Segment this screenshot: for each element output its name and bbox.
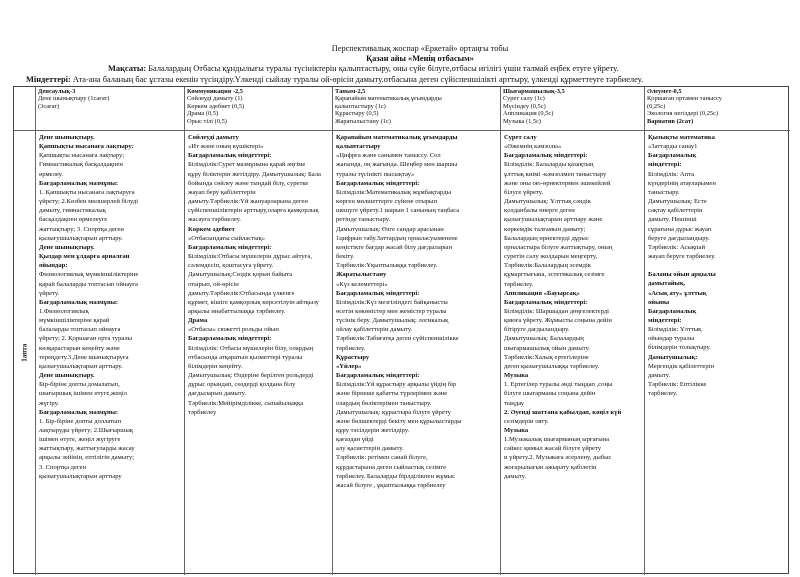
cell-line: балаларды топтасып ойнауға bbox=[39, 326, 121, 334]
cell-line: Дамытушылық: Өздеріне берілген рольдерді bbox=[188, 372, 314, 380]
cell-line: Тәрбиелік: Ептілікке bbox=[648, 381, 707, 389]
header-subject: Шығармашылық-3,5 bbox=[503, 88, 565, 95]
cell-line: туралы түсінікті пысықтау» bbox=[336, 170, 415, 178]
cell-line: бойында сөйлеу және тыңдай білу, суретке bbox=[188, 179, 309, 187]
cell-line: 1. Бір-біріне допты доллатып bbox=[39, 417, 122, 425]
header-line: Қарапайым математикалық ұғымдарды bbox=[335, 95, 442, 103]
cell-line: Драма bbox=[188, 317, 208, 325]
cell-line: ішімен өтуге, жеңіл жүгіруге bbox=[39, 436, 121, 444]
header-line: (3сағат) bbox=[38, 102, 60, 110]
header-line: Жаратылыстану (1с) bbox=[335, 117, 391, 125]
header-line: Сөйлеуді дамыту (1) bbox=[187, 95, 243, 103]
cell-line: құрмет, кішіге қамқорлық көрсетілуін айтқызу bbox=[188, 298, 319, 306]
cell-line: жауап беру қабілеттерін bbox=[188, 188, 256, 196]
header-line: Аппликация (0,5с) bbox=[503, 110, 554, 118]
cell-line: сұрағына дұрыс жауап bbox=[648, 225, 712, 233]
tasks-line bbox=[26, 75, 643, 84]
header-subject: Коммуникация -2,5 bbox=[187, 88, 243, 95]
cell-line: «Әжемнің кәмзолы» bbox=[504, 143, 562, 151]
cell-line: Бағдарламалық мазмұны: bbox=[39, 179, 119, 187]
aim-text: Балалардың Отбасы құндылығы туралы түсініктерін қалыптастыру, оны сүйе білуге,отбасы игілігі үшін талмай еңбек етуге үйрету. bbox=[146, 64, 619, 73]
cell-line: күндерінің атауларымен bbox=[648, 179, 716, 187]
cell-line: сезімдерін ояту. bbox=[504, 417, 549, 425]
cell-line: жасай білуге , ұқыптылыққа тәрбиелеу bbox=[336, 481, 446, 489]
cell-line: Дамытушылық: Есте bbox=[648, 198, 707, 206]
cell-line: «Үйлер» bbox=[336, 362, 362, 370]
cell-line: беруге дағдыландыру. bbox=[648, 234, 710, 242]
header-cell-health bbox=[36, 87, 185, 131]
cell-line: Сурет салу bbox=[504, 134, 537, 141]
cell-line: және бірнеше қабатты түрлерімен және bbox=[336, 390, 448, 398]
cell-line: арқылы зейінін, ептілігін дамыту; bbox=[39, 454, 135, 462]
header-line: Сурет салу (1с) bbox=[503, 95, 545, 103]
cell-line: Білімділік:Сурет мазмұнына қарай әңгіме bbox=[188, 161, 306, 169]
cell-line bbox=[648, 261, 787, 270]
cell-line: «Отбасындағы сыйластық» bbox=[188, 234, 266, 242]
cell-line: Білімділік:Математикалық жұмбақтарды bbox=[336, 188, 452, 196]
cell-line: көрген мөлшеттерге сүйене отырып bbox=[336, 198, 438, 206]
cell-line: Білімділік:Отбасы мүшелерін дұрыс айтуға, bbox=[188, 253, 312, 261]
cell-line: қарай балаларды топтасып ойнауға bbox=[39, 280, 138, 288]
header-line: Дене шынықтыру (1сағат) bbox=[38, 95, 110, 103]
cell-line: Құрастыру bbox=[336, 353, 370, 361]
cell-line: «Ит және оның күшіктері» bbox=[188, 143, 264, 151]
cell-line: Тәрбиелік:Балалардың эсемдік bbox=[504, 262, 591, 270]
cell-line: қызығушылықтарын арттыру bbox=[39, 472, 122, 480]
header-line: Вариатив (2сат) bbox=[647, 117, 694, 125]
cell-line: Дамытушылық: Өзге сандар арасынан bbox=[336, 225, 444, 233]
cell-line: Тәрбиелік:Халық ертегілеріне bbox=[504, 353, 589, 361]
cell-line: Бағдарламалық мазмұны: bbox=[39, 298, 119, 306]
cell-line: Білімділік: Апта bbox=[648, 170, 695, 178]
cell-line: тәрбиелеу. Балаларды бірлділікпен жұмыс bbox=[336, 472, 456, 480]
cell-line: қағаздан үйді bbox=[336, 436, 374, 444]
cell-line: таныстыру. bbox=[648, 188, 680, 196]
cell-line: суретін салу жолдарын меңгерту, bbox=[504, 253, 598, 261]
cell-line: өсетін көкөністер мен жемістер туралы bbox=[336, 307, 447, 315]
cell-line: Бағдарламалық bbox=[648, 307, 697, 315]
cell-line: Бағдарламалық міндеттері: bbox=[336, 289, 420, 297]
cell-line: алу қасиеттерін дамыту. bbox=[336, 445, 404, 453]
cell-line: Бағдарламалық міндеттері: bbox=[188, 335, 272, 343]
cell-line: тыңдау bbox=[504, 399, 525, 407]
body-cell bbox=[501, 131, 645, 575]
cell-line: өрмелеу. bbox=[39, 170, 63, 178]
cell-line: білімдерін кеңейту. bbox=[188, 362, 243, 370]
cell-line: қалыптастыру bbox=[336, 143, 381, 151]
cell-line: жүгіру. bbox=[39, 399, 59, 407]
cell-line: ретінде таныстыру. bbox=[336, 216, 390, 224]
cell-line: қиюға үйрету. Жұмысты соңына дейін bbox=[504, 317, 612, 325]
cell-line: Физиологиялық мүмкіншіліктеріне bbox=[39, 271, 139, 279]
header-subject: Таным-2,5 bbox=[335, 88, 366, 95]
cell-line: басқалдақпен өрмелеуге bbox=[39, 216, 108, 224]
cell-line: дамыту. bbox=[504, 472, 526, 480]
header-line: (0,25с) bbox=[647, 102, 666, 110]
cell-line: тәрбиелеу. bbox=[504, 280, 534, 288]
header-corner bbox=[14, 87, 36, 131]
body-cell bbox=[645, 131, 790, 575]
cell-line: 1.Музыкалық шығарманың ырғағына bbox=[504, 436, 610, 444]
cell-line: Баланы ойын арқылы bbox=[648, 271, 716, 279]
cell-line: Тәрбиелік: Асықпай bbox=[648, 243, 706, 251]
cell-line: «Цифрға және санымен таныссу. Сол bbox=[336, 152, 441, 160]
cell-line: бекіту. bbox=[336, 253, 355, 261]
cell-line: Дамытушылық: Балалардың bbox=[504, 335, 584, 343]
cell-line: құмаргтығына, эстетикалық сезімге bbox=[504, 271, 605, 279]
cell-line: бітіруге дағдыландыру. bbox=[504, 326, 570, 334]
cell-line: қызығушылықтарын арттыру және bbox=[504, 216, 603, 224]
cell-line: Қыздар мен ұлдарға арналған bbox=[39, 253, 130, 261]
cell-line: дамыту, гимнастикалық bbox=[39, 207, 106, 215]
cell-line: деген қызығушылыққа тәрбиелеу. bbox=[504, 362, 600, 370]
cell-line: ойыны bbox=[648, 298, 670, 306]
cell-line: Дене шынықтыру. bbox=[39, 243, 95, 251]
cell-line: дамытайық. bbox=[648, 280, 686, 288]
cell-line: көркемдік талғамын дамыту; bbox=[504, 225, 586, 233]
cell-line: сақтау қабілеттерін bbox=[648, 207, 703, 215]
cell-line: құрдастарына деген сыйластық сезімге bbox=[336, 463, 447, 471]
cell-line: дағдыларын дамыту. bbox=[188, 390, 246, 398]
header-cell-social bbox=[645, 87, 790, 131]
cell-line: Бағдарламалық міндеттері: bbox=[504, 152, 588, 160]
cell-line: Тәрбиелік:Мейірімділікке, сыпайылыққа bbox=[188, 399, 304, 407]
cell-line: қолданбалы өнерге деген bbox=[504, 207, 575, 215]
cell-line: шешуге үйрету.1 шарын 1 санының таңбаса bbox=[336, 207, 460, 215]
cell-line: дамыту.Тәрбиелік:Отбасында үлкенге bbox=[188, 289, 295, 297]
cell-line: Қапшықты нысанаға лақтыру; bbox=[39, 152, 125, 160]
cell-line: және бөлшектерді бекіту мен құрылыстарды bbox=[336, 417, 462, 425]
cell-line: үйрету; 2.Көзбен мөлшерлей білуді bbox=[39, 198, 139, 206]
header-line: Драма (0,5) bbox=[187, 110, 219, 118]
cell-line: «Отбасы» сюжетті рольды ойын bbox=[188, 326, 279, 334]
cell-line: Қарапайым математикалық ұғымдарды bbox=[336, 134, 458, 141]
cell-line: шығыршық ішімен өтуге,жеңіл bbox=[39, 390, 127, 398]
cell-line: Музыка bbox=[504, 372, 529, 380]
aim-label: Мақсаты: bbox=[108, 64, 147, 73]
cell-line: Қапшықты нысанаға лақтыру: bbox=[39, 143, 134, 151]
cell-line: білуге шығарманы соңына дейін bbox=[504, 390, 596, 398]
cell-line: сәйкес қимыл жасай білуге үйрету bbox=[504, 445, 602, 453]
tasks-label: Міндеттері: bbox=[26, 75, 71, 84]
plan-table bbox=[13, 86, 789, 574]
cell-line: мүмкіншіліктеріне қарай bbox=[39, 317, 110, 325]
cell-line: Бағдарламалық міндеттері: bbox=[336, 179, 420, 187]
cell-line: Дамытушылық: құрастыра білуге үйрету bbox=[336, 408, 451, 416]
cell-line: Тәрбиелік:Ұқыптылыққа тәрбиелеу. bbox=[336, 262, 438, 270]
cell-line: отбасында атқаратын қызметтері туралы bbox=[188, 353, 303, 361]
cell-line: Балалардың өрнектерді дұрыс bbox=[504, 234, 589, 242]
cell-line: 2. Әуенді шаттана қабылдап, көңіл күй bbox=[504, 408, 622, 416]
cell-line: Дамытушылық:Сөздік қорын байыта bbox=[188, 271, 293, 279]
cell-line: арқылы инабаттылыққа тәрбиелеу. bbox=[188, 307, 286, 315]
cell-line: отырып, ой-өрісін bbox=[188, 280, 239, 288]
tasks-text: Ата-ана баланың бас ұстазы екенін түсіндіру.Үлкенді сыйлау туралы ой-өрісін дамыту.отбасына деген сүйіспеншілікті арттыру, үлкенді құрметтеуге тәрбиелеу. bbox=[70, 75, 644, 84]
cell-line: жағында, оң жағында. Шеңбер мен шаршы bbox=[336, 161, 458, 169]
cell-line: Бағдарламалық міндеттері: bbox=[188, 152, 272, 160]
header-line: қалыптастыру (1с) bbox=[335, 102, 386, 110]
cell-line: тереңдету.3.Дене шынықтыруға bbox=[39, 353, 129, 361]
cell-line: шығармашылық ойын дамыту. bbox=[504, 344, 590, 352]
cell-line: 1. Қапшықты нысанаға лақтыруға bbox=[39, 188, 135, 196]
cell-line: үйрету; 2. Қоршаған орта туралы bbox=[39, 335, 133, 343]
cell-line: жаттықтыру, жаттығуларды жасау bbox=[39, 445, 135, 453]
cell-line: Білімділік: Шаршыдан дөңгелектерді bbox=[504, 307, 610, 315]
cell-line: Қызықты математика bbox=[648, 134, 715, 141]
cell-line: Көркем әдебиет bbox=[188, 225, 235, 233]
cell-line: Бағдарламалық міндеттері: bbox=[188, 243, 272, 251]
cell-line: Бағдарламалық міндеттері: bbox=[336, 372, 420, 380]
cell-line: сүйіспеншіліктерін арттыру,оларға қамқорлық bbox=[188, 207, 319, 215]
header-line: Қоршаған ортамен таныссу bbox=[647, 95, 723, 103]
cell-line: көзқарастарын кеңейту және bbox=[39, 344, 120, 352]
cell-line: жасауға тәрбиелеу. bbox=[188, 216, 241, 224]
week-label: 1апта bbox=[19, 344, 28, 362]
cell-line: Дене шынықтыру. bbox=[39, 134, 95, 141]
cell-line: міндеттері: bbox=[648, 161, 682, 169]
cell-line: Бағдарламалық мазмұны: bbox=[39, 408, 119, 416]
cell-line: 1.Физиологиялық bbox=[39, 307, 89, 315]
header-line: Көркем әдебиет (0,5) bbox=[187, 102, 245, 110]
cell-line: тәрбиелеу. bbox=[648, 390, 678, 398]
cell-line: Гимнастикалық басқалдақпен bbox=[39, 161, 123, 169]
cell-line: Музыка bbox=[504, 427, 529, 434]
week-label-cell bbox=[14, 131, 36, 575]
cell-line: лақтыруды үйрету; 2.Шығыршық bbox=[39, 427, 133, 434]
cell-line: және оны ою-өрнектермен әшекейлей bbox=[504, 179, 611, 187]
header-line: Экология негіздері (0,25с) bbox=[647, 110, 719, 118]
cell-line: жоғарылығын ажырату қабілетін bbox=[504, 463, 597, 471]
cell-line: кеңістікте бағдар жасай білу дағдыларын bbox=[336, 243, 453, 251]
cell-line: білімдерін толықтыру. bbox=[648, 344, 711, 352]
cell-line: тәрбиелеу. bbox=[336, 344, 366, 352]
cell-line: Дамытушылық: Ұлттық сәндік bbox=[504, 198, 591, 206]
cell-line: Дамытушылық: bbox=[648, 353, 698, 361]
cell-line: Аппликация «Бауырсақ» bbox=[504, 289, 580, 297]
header-cell-communication bbox=[185, 87, 333, 131]
cell-line: ойындар туралы bbox=[648, 335, 695, 343]
cell-line: Тәрбиелік:Табиғатқа деген сүйіспеншілікке bbox=[336, 335, 459, 343]
body-cell bbox=[36, 131, 185, 575]
cell-line: «Заттарды санау1 bbox=[648, 143, 698, 151]
header-cell-creativity bbox=[501, 87, 645, 131]
cell-line: дамыту. bbox=[648, 371, 670, 379]
cell-line: жаттықтыру; 3. Спортқа деген bbox=[39, 225, 124, 233]
cell-line: дамыту.Тәрбиелік:Үй жануарларына деген bbox=[188, 198, 308, 206]
body-cell bbox=[333, 131, 501, 575]
cell-line: үйрету. bbox=[39, 289, 60, 297]
cell-line: дамыту. Нешінші bbox=[648, 216, 697, 224]
cell-line: орналастыра білуге жаттықтыру, оның bbox=[504, 243, 613, 251]
cell-line: құру біліктерін жетілдіру. Дамытушылық: Бала bbox=[188, 170, 321, 178]
cell-line: сәлемдесіп, қоштасуға үйрету. bbox=[188, 262, 274, 270]
cell-line: Білімділік: Балаларды қазақтың bbox=[504, 161, 594, 169]
header-line: Құрастыру (0,5) bbox=[335, 110, 379, 118]
cell-line: ойындар: bbox=[39, 262, 68, 270]
cell-line: Бір-біріне допты домалатып, bbox=[39, 381, 120, 389]
cell-line: қызығушылықтарын арттыру. bbox=[39, 362, 123, 370]
cell-line: қызығушылықтарын арттыру. bbox=[39, 234, 123, 242]
cell-line: 1цифрын табу.Заттардың орналасуыменене bbox=[336, 234, 458, 242]
cell-line: Білімділік: Ұлттық bbox=[648, 326, 702, 334]
cell-line: и үйрету.2. Музыкаға әсерлену, дыбыс bbox=[504, 454, 612, 462]
cell-line: ойлау қабілеттерін дамыту. bbox=[336, 326, 413, 334]
cell-line: құру тәсілдерін жетілдіру. bbox=[336, 427, 410, 434]
cell-line: Мергендік қабілеттерін bbox=[648, 362, 714, 370]
cell-line: тәрбиелеу bbox=[188, 408, 217, 416]
cell-line: Тәрбиелік: ретімен санай білуге, bbox=[336, 454, 428, 462]
cell-line: Білімділік: Отбасы мүшелерін білу, олардың bbox=[188, 344, 314, 352]
plan-title: Перспективалық жоспар «Еркетай» ортаңғы тобы bbox=[331, 44, 509, 53]
cell-line: Сөйлеуді дамыту bbox=[188, 134, 239, 141]
month-theme: Қазан айы «Менің отбасым» bbox=[366, 54, 474, 63]
cell-line: 1. Ертегілер туралы әнді тыңдап ,соңы bbox=[504, 381, 613, 389]
header-subject: Әлеумет-0,5 bbox=[647, 88, 682, 95]
body-cell bbox=[185, 131, 333, 575]
cell-line: жауап беруге тәрбиелеу. bbox=[648, 253, 716, 261]
header-subject: Денсаулық-3 bbox=[38, 88, 76, 95]
cell-line: Дене шынықтыру. bbox=[39, 372, 95, 380]
header-line: Мүсіндеу (0,5с) bbox=[503, 102, 546, 110]
cell-line: Білімділік:Үй құрастыру арқылы үйдің бір bbox=[336, 381, 457, 389]
cell-line: «Асық ату» ұлттық bbox=[648, 289, 707, 297]
cell-line: түсінік беру. Дамытушылық: логикалық bbox=[336, 317, 449, 325]
cell-line: білуге үйрету. bbox=[504, 188, 544, 196]
header-line: Орыс тілі (0,5) bbox=[187, 117, 227, 125]
cell-line: олардың бөліктерімен таныстыру. bbox=[336, 399, 432, 407]
cell-line: міндеттері: bbox=[648, 316, 682, 324]
header-cell-cognition bbox=[333, 87, 501, 131]
cell-line: «Күз келеметтері» bbox=[336, 280, 388, 288]
cell-line: Бағдарламалық bbox=[648, 152, 697, 160]
header-line: Музыка (1,5с) bbox=[503, 117, 542, 125]
cell-line: ұлттық киімі -кәмзолмен таныстыру bbox=[504, 170, 607, 178]
cell-line: дұрыс орындап, сөздерді қолдана білу bbox=[188, 381, 296, 389]
cell-line: 3. Спортқа деген bbox=[39, 463, 87, 471]
cell-line: Білімділік:Күз мезгіліндегі байқанысты bbox=[336, 298, 448, 306]
cell-line: Бағдарламалық міндеттері: bbox=[504, 298, 588, 306]
aim-line bbox=[108, 64, 619, 73]
cell-line: Жаратылыстану bbox=[336, 271, 387, 279]
